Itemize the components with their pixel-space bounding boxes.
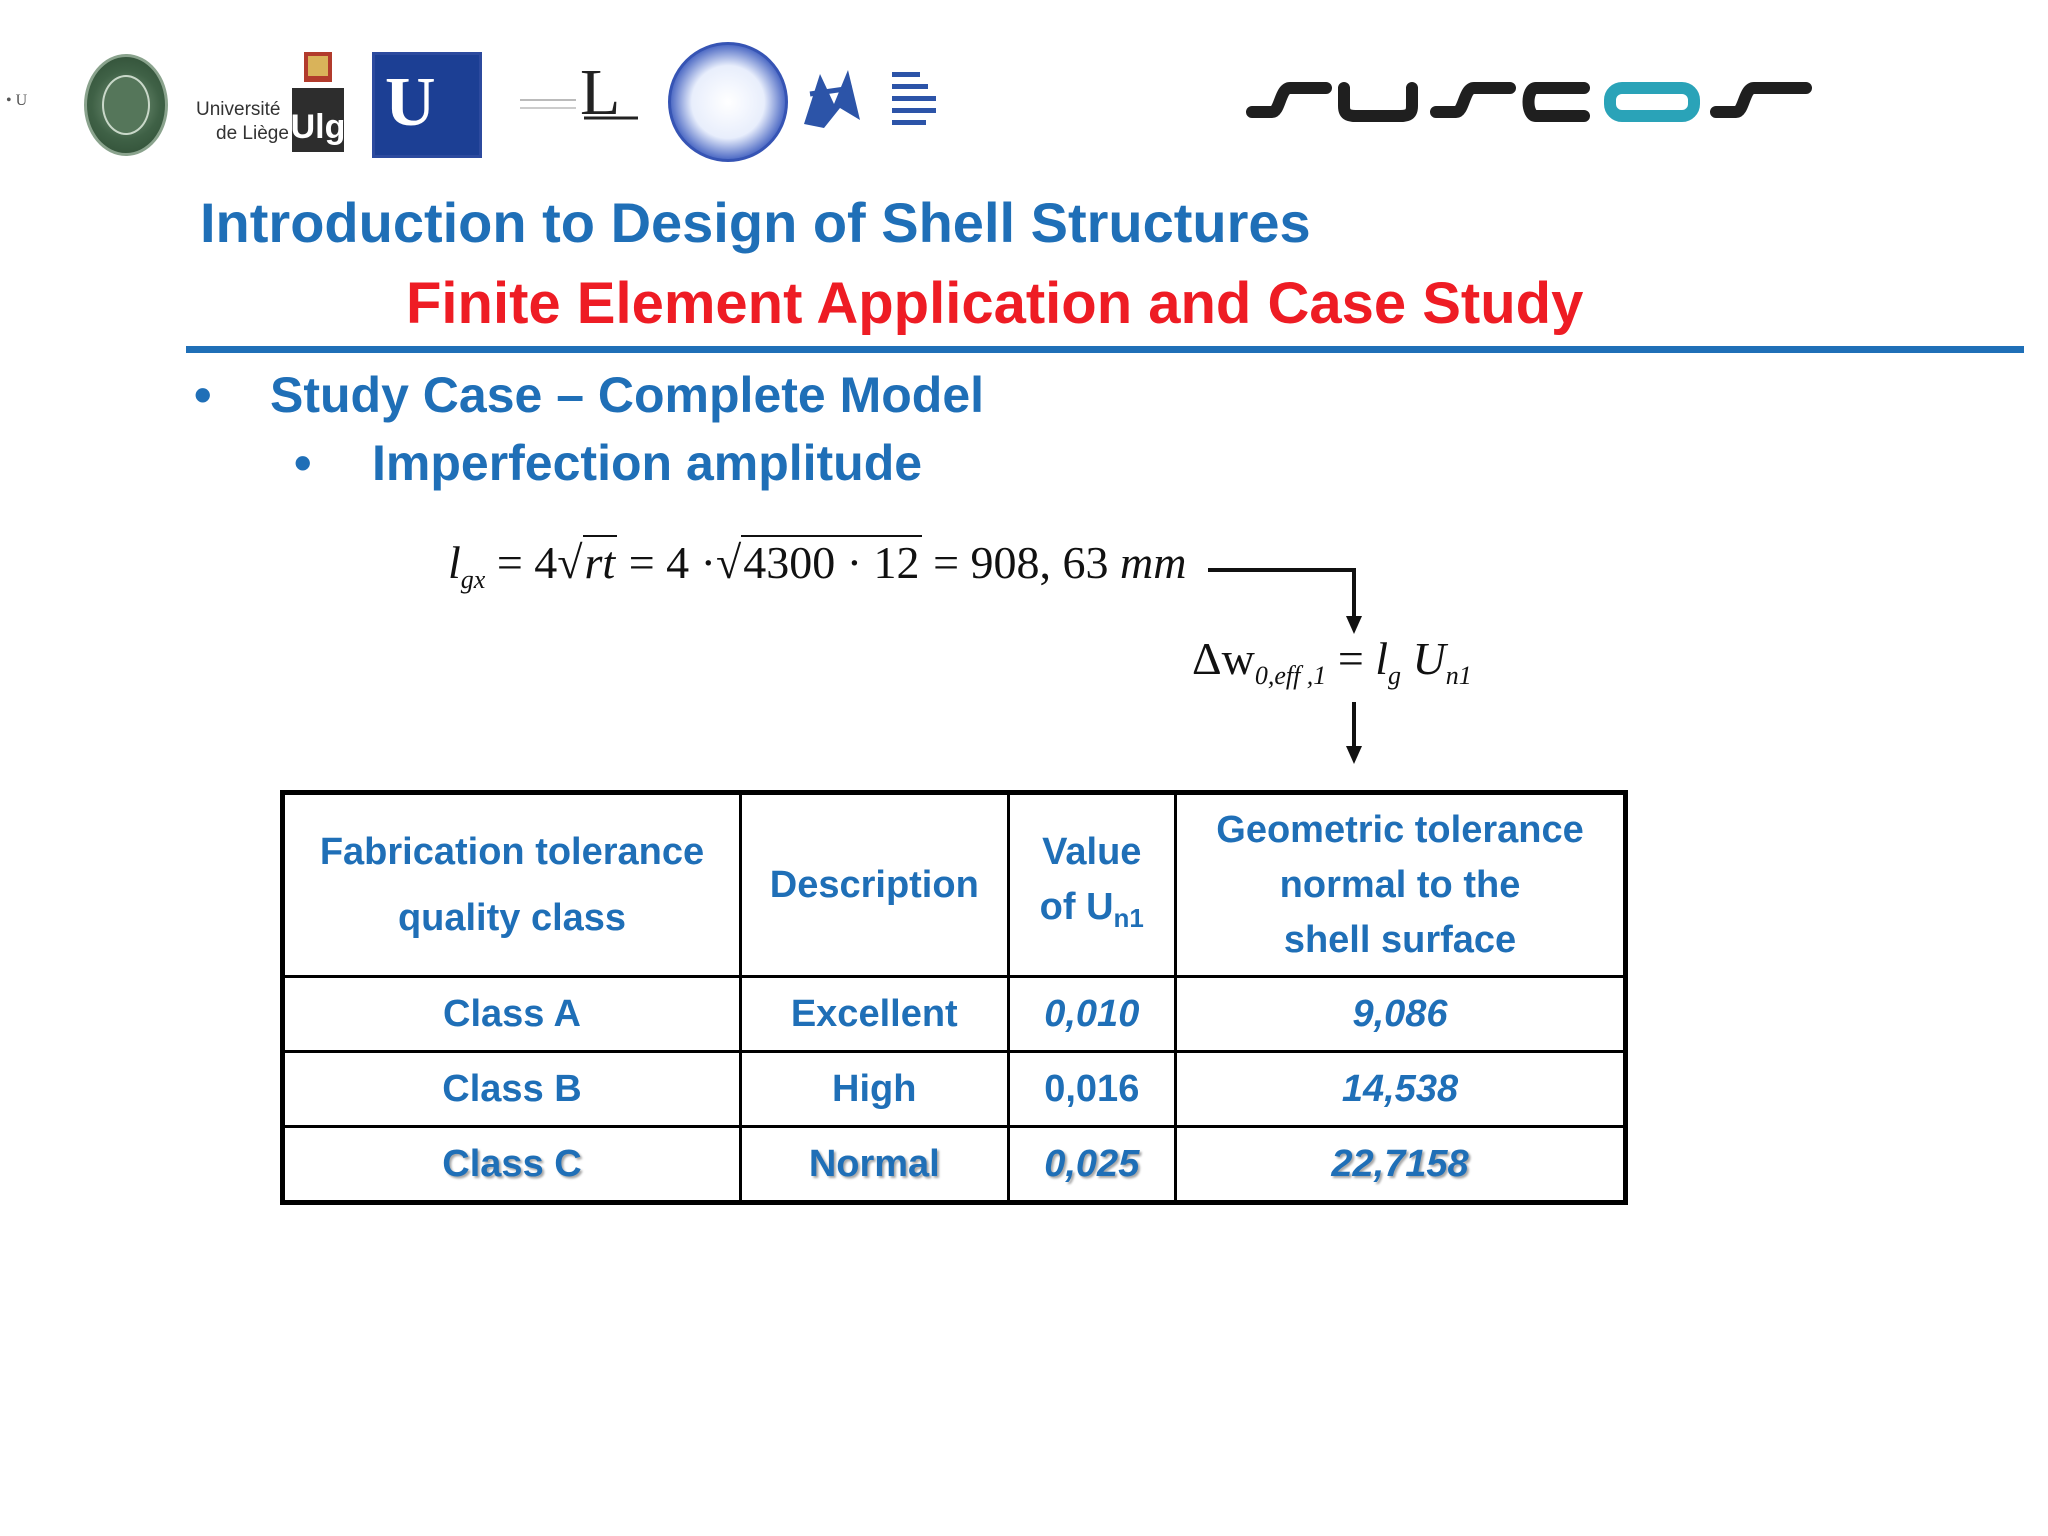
suscos-logo xyxy=(1246,66,1878,126)
partner-logo-small: • U xyxy=(6,92,28,109)
cell-class: Class B xyxy=(283,1052,741,1127)
cell-class: Class A xyxy=(283,977,741,1052)
cell-tolerance: 9,086 xyxy=(1176,977,1626,1052)
tolerance-table xyxy=(280,790,1628,1205)
cell-description: High xyxy=(741,1052,1009,1127)
svg-text:Ulg: Ulg xyxy=(290,108,346,146)
cell-value: 0,025 xyxy=(1008,1127,1175,1203)
header-description: Description xyxy=(741,793,1009,977)
czech-technical-university-logo xyxy=(800,64,950,134)
page-subtitle: Finite Element Application and Case Study xyxy=(406,271,1584,336)
bullet-study-case: • Study Case – Complete Model xyxy=(194,367,985,423)
title-divider xyxy=(186,346,2024,353)
formula-delta-w: $\Delta w_{0,eff ,1} = l_g$ $U_{n1}$ xyxy=(1192,633,1472,691)
university-seal-blue-logo xyxy=(668,42,788,162)
header-geometric-tolerance: Geometric tolerance normal to the shell surface xyxy=(1176,793,1626,977)
page-title: Introduction to Design of Shell Structures xyxy=(200,191,1311,254)
table-row xyxy=(283,1052,1626,1127)
bullet-marker: • xyxy=(294,435,312,491)
university-seal-green-logo xyxy=(84,54,168,156)
university-u-logo: U xyxy=(372,52,482,158)
university-l-logo xyxy=(516,56,640,126)
bullet-imperfection-amplitude: • Imperfection amplitude xyxy=(294,435,923,491)
cell-value: 0,010 xyxy=(1008,977,1175,1052)
cell-description: Excellent xyxy=(741,977,1009,1052)
cell-value: 0,016 xyxy=(1008,1052,1175,1127)
table-row xyxy=(283,977,1626,1052)
bullet-marker: • xyxy=(194,367,212,423)
header-value-un1: Value of $U_{n1}$ xyxy=(1008,793,1175,977)
cell-tolerance: 22,7158 xyxy=(1176,1127,1626,1203)
table-header-row xyxy=(283,793,1626,977)
cell-tolerance: 14,538 xyxy=(1176,1052,1626,1127)
ulg-crest-logo xyxy=(290,52,346,156)
table-row xyxy=(283,1127,1626,1203)
header-quality-class: Fabrication tolerance quality class xyxy=(283,793,741,977)
svg-text:L: L xyxy=(580,56,621,126)
cell-description: Normal xyxy=(741,1127,1009,1203)
cell-class: Class C xyxy=(283,1127,741,1203)
universite-de-liege-logo-text: Université de Liège xyxy=(196,99,289,144)
formula-lgx: $l_{gx} = 4√rt = 4 \cdot√4300 \cdot 12 = 908$, 63 mm xyxy=(448,537,1187,595)
